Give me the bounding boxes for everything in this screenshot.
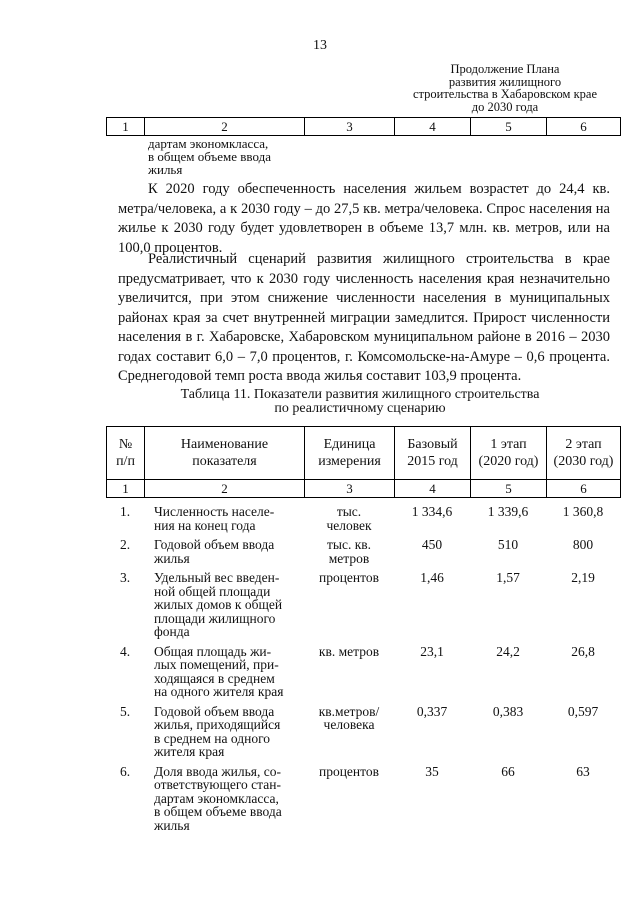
continuation-line: развития жилищного bbox=[448, 74, 562, 89]
row-name bbox=[144, 705, 304, 765]
row-unit bbox=[304, 571, 394, 645]
row-name-line: дартам экономкласса, bbox=[154, 790, 279, 806]
row-name-line: жилья bbox=[154, 550, 190, 566]
carryover-line: дартам экономкласса, bbox=[148, 136, 269, 151]
row-base-value: 1,46 bbox=[420, 570, 444, 585]
row-unit bbox=[304, 645, 394, 705]
continued-table-column-numbers bbox=[106, 117, 621, 136]
table-row bbox=[106, 571, 620, 645]
row-unit-line: кв. метров bbox=[318, 643, 380, 659]
row-name-line: ответствующего стан- bbox=[154, 777, 281, 792]
table-row bbox=[106, 765, 620, 839]
carryover-line: в общем объеме ввода bbox=[148, 149, 271, 164]
column-number: 3 bbox=[305, 118, 395, 136]
row-stage2-value: 0,597 bbox=[567, 703, 599, 719]
row-unit-line: тыс. bbox=[336, 504, 362, 519]
header-line: 2 этап bbox=[565, 437, 602, 452]
paragraph-housing-supply: К 2020 году обеспеченность населения жильем возрастет до 24,4 кв. метра/человека, а к 2030 году – до 27,5 кв. метра/человека. Спрос населения на жилье к 2030 году будет удовлетворен в объеме 13,7 млн. кв. метров, или на 100,0 процентов. bbox=[118, 181, 610, 256]
row-name-line: ходящаяся в среднем bbox=[154, 670, 275, 686]
header-cell-unit bbox=[305, 427, 395, 480]
row-unit bbox=[304, 765, 394, 839]
header-line: 1 этап bbox=[490, 437, 527, 452]
row-base-value: 23,1 bbox=[420, 643, 444, 659]
header-line: 2015 год bbox=[407, 454, 458, 469]
column-number: 2 bbox=[145, 480, 305, 498]
row-name-line: фонда bbox=[154, 624, 190, 639]
header-line: Наименование bbox=[180, 437, 269, 452]
row-stage2-value: 800 bbox=[572, 537, 594, 552]
table-header bbox=[106, 426, 621, 498]
row-name-line: Удельный вес введен- bbox=[154, 570, 280, 585]
row-unit-line: тыс. кв. bbox=[326, 537, 372, 552]
column-number: 5 bbox=[471, 118, 547, 136]
continuation-line: строительства в Хабаровском крае bbox=[412, 87, 597, 101]
header-line: (2030 год) bbox=[553, 454, 614, 469]
row-number: 3. bbox=[119, 570, 131, 585]
continuation-line: до 2030 года bbox=[471, 99, 539, 114]
row-name-line: ния на конец года bbox=[154, 517, 256, 533]
table-body bbox=[106, 505, 620, 838]
column-number: 2 bbox=[145, 118, 305, 136]
row-name bbox=[144, 538, 304, 571]
row-name-line: жилья bbox=[154, 817, 190, 833]
row-name-line: Доля ввода жилья, со- bbox=[154, 763, 281, 779]
row-stage1-value: 24,2 bbox=[496, 643, 520, 659]
row-name-line: в среднем на одного bbox=[154, 730, 271, 746]
column-number: 6 bbox=[547, 118, 621, 136]
column-number: 1 bbox=[107, 480, 145, 498]
column-number: 6 bbox=[547, 480, 621, 498]
header-cell-number bbox=[107, 427, 145, 480]
header-line: Базовый bbox=[407, 437, 458, 452]
table-caption-line: Таблица 11. Показатели развития жилищного строительства bbox=[180, 387, 540, 402]
row-stage1-value: 510 bbox=[497, 537, 519, 552]
row-unit-line: метров bbox=[328, 550, 370, 566]
row-unit bbox=[304, 505, 394, 538]
row-name-line: Численность населе- bbox=[154, 504, 275, 519]
column-number: 1 bbox=[107, 118, 145, 136]
row-name bbox=[144, 645, 304, 705]
row-unit bbox=[304, 705, 394, 765]
row-number: 2. bbox=[119, 537, 131, 552]
carryover-text bbox=[148, 137, 303, 176]
row-base-value: 450 bbox=[421, 537, 443, 552]
row-base-value: 0,337 bbox=[416, 703, 448, 719]
row-name-line: жителя края bbox=[154, 744, 225, 759]
row-name-line: на одного жителя края bbox=[154, 684, 284, 699]
continuation-header bbox=[405, 63, 605, 113]
row-stage1-value: 1,57 bbox=[496, 570, 520, 585]
row-number: 1. bbox=[119, 504, 131, 519]
table-row bbox=[106, 538, 620, 571]
row-unit-line: кв.метров/ bbox=[318, 703, 380, 719]
column-number: 3 bbox=[305, 480, 395, 498]
row-name-line: Годовой объем ввода bbox=[154, 537, 275, 552]
header-line: п/п bbox=[116, 454, 135, 469]
header-line: № bbox=[118, 437, 133, 452]
row-number: 4. bbox=[119, 643, 131, 659]
header-cell-base bbox=[395, 427, 471, 480]
row-unit-line: человек bbox=[326, 517, 372, 533]
row-name-line: Общая площадь жи- bbox=[154, 643, 272, 659]
row-base-value: 1 334,6 bbox=[411, 504, 453, 519]
header-line: (2020 год) bbox=[478, 454, 539, 469]
row-name-line: в общем объеме ввода bbox=[154, 804, 282, 819]
row-stage1-value: 1 339,6 bbox=[487, 504, 529, 519]
row-stage1-value: 66 bbox=[501, 763, 515, 779]
table-row bbox=[106, 705, 620, 765]
row-name-line: лых помещений, при- bbox=[154, 657, 279, 672]
table-caption-line: по реалистичному сценарию bbox=[274, 401, 446, 416]
page-number: 13 bbox=[313, 38, 327, 53]
row-stage2-value: 2,19 bbox=[571, 570, 595, 585]
row-unit-line: процентов bbox=[318, 763, 379, 779]
row-number: 5. bbox=[119, 703, 131, 719]
table-row bbox=[106, 645, 620, 705]
column-number: 5 bbox=[471, 480, 547, 498]
header-line: показателя bbox=[192, 454, 257, 469]
row-unit-line: процентов bbox=[318, 570, 379, 585]
column-number: 4 bbox=[395, 480, 471, 498]
row-name bbox=[144, 505, 304, 538]
header-line: измерения bbox=[318, 454, 381, 469]
row-stage2-value: 63 bbox=[576, 763, 590, 779]
row-unit-line: человека bbox=[323, 717, 375, 732]
carryover-line: жилья bbox=[148, 162, 183, 177]
header-cell-stage1 bbox=[471, 427, 547, 480]
row-name-line: Годовой объем ввода bbox=[154, 703, 275, 719]
continuation-line: Продолжение Плана bbox=[450, 62, 560, 76]
row-name-line: площади жилищного bbox=[154, 610, 276, 626]
row-name-line: жилья, приходящийся bbox=[154, 717, 281, 732]
column-number: 4 bbox=[395, 118, 471, 136]
header-line: Единица bbox=[323, 437, 376, 452]
row-number: 6. bbox=[119, 763, 131, 779]
header-cell-name bbox=[145, 427, 305, 480]
paragraph-realistic-scenario: Реалистичный сценарий развития жилищного строительства в крае предусматривает, что к 2030 году численность населения края незначительно увеличится, при этом снижение численности населения в муниципальных районах края за счет внутренней миграции замедлится. Прирост численности населения в г. Хабаровске, Хабаровском муниципальном районе в 2016 – 2030 годах составит 6,0 – 7,0 процентов, г. Комсомольске-на-Амуре – 0,6 процента. Среднегодовой темп роста ввода жилья составит 103,9 процента. bbox=[118, 251, 610, 384]
row-name bbox=[144, 571, 304, 645]
header-cell-stage2 bbox=[547, 427, 621, 480]
table-row bbox=[106, 505, 620, 538]
row-name-line: жилых домов к общей bbox=[154, 597, 283, 612]
row-stage2-value: 1 360,8 bbox=[562, 504, 604, 519]
row-base-value: 35 bbox=[425, 763, 439, 779]
row-unit bbox=[304, 538, 394, 571]
table-caption bbox=[120, 388, 600, 416]
row-name bbox=[144, 765, 304, 839]
row-name-line: ной общей площади bbox=[154, 583, 271, 599]
row-stage2-value: 26,8 bbox=[571, 643, 595, 659]
row-stage1-value: 0,383 bbox=[492, 703, 524, 719]
